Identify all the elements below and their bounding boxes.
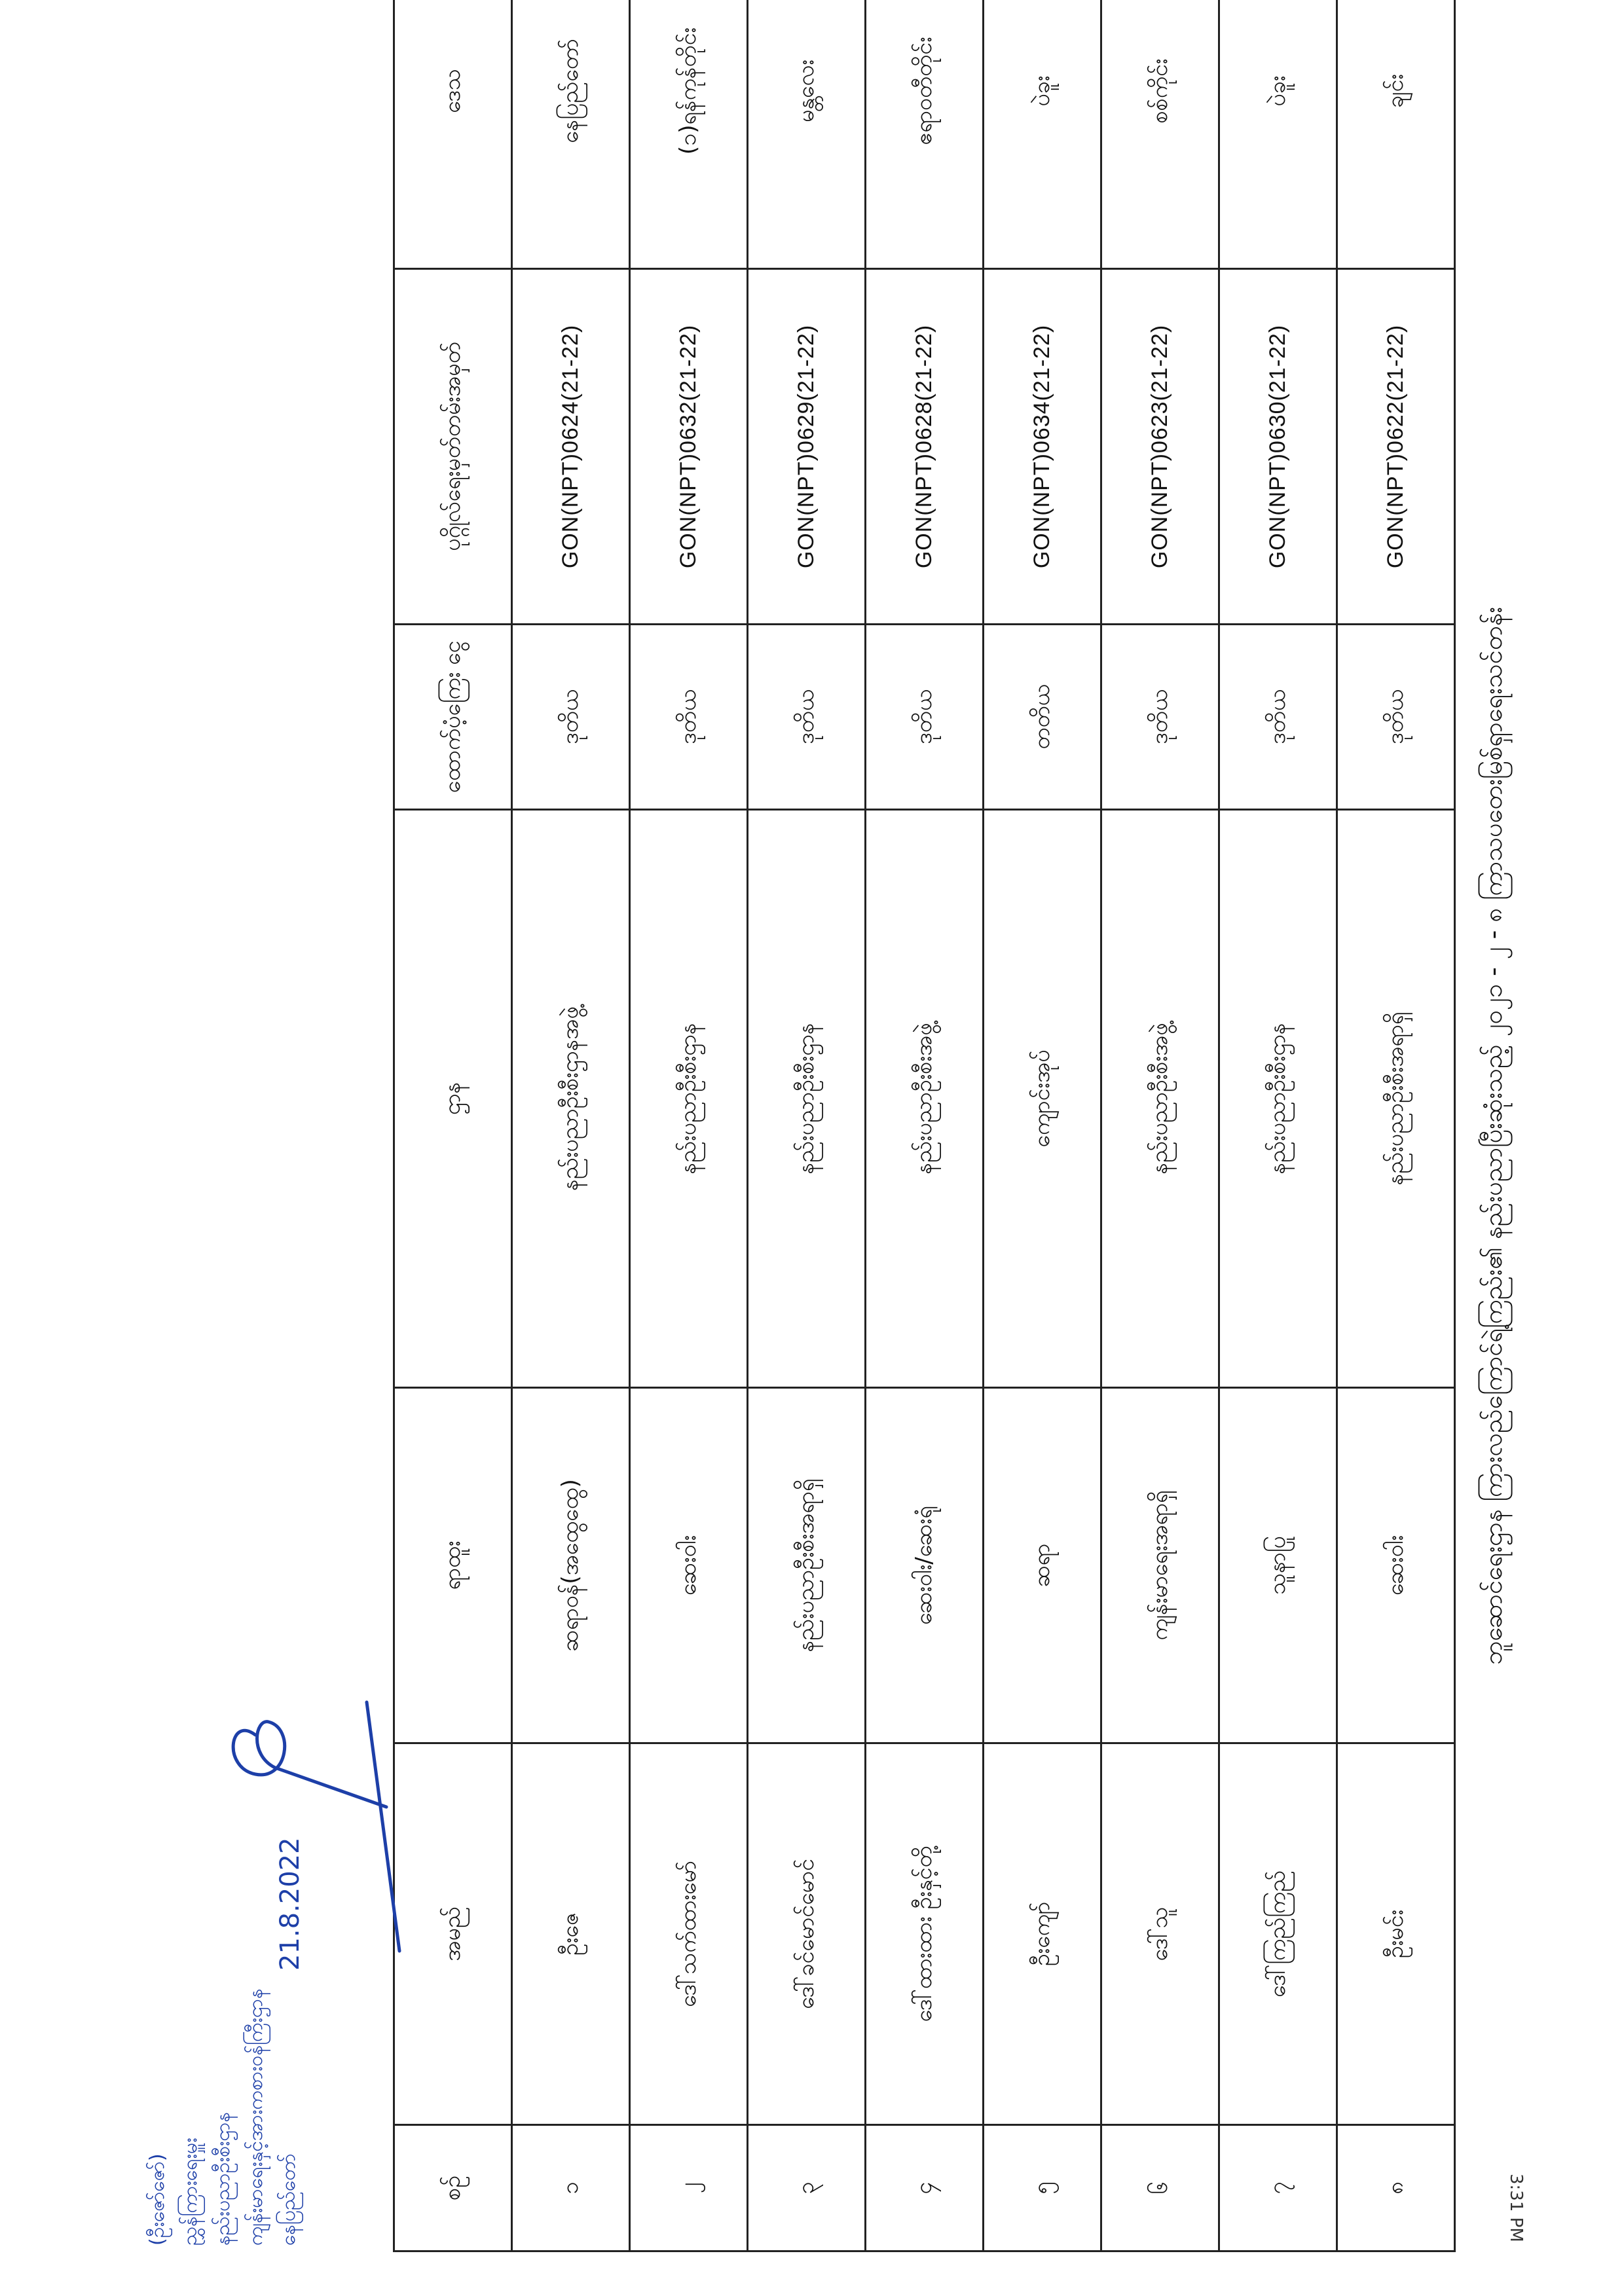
cell-name: ဒေါ်သူ (1101, 1743, 1219, 2125)
cell-position: ဆေးဝါး/ဆေးရုံ (866, 1388, 984, 1743)
cell-name: ဒေါ်ကြည်ကြည် (1219, 1743, 1337, 2125)
cell-type: ဒုတိယ (1219, 625, 1337, 810)
cell-no: ၂ (630, 2125, 748, 2251)
cell-department: နည်းပညာဦးစီးဌာန (630, 810, 748, 1388)
rotated-content (393, 20, 1572, 2252)
stamp-line-ministry: ကျန်းမာရေးနှင့်အားကစားဝန်ကြီးဌာန (244, 1988, 267, 2246)
cell-department: ကျောင်းအုပ် (984, 810, 1101, 1388)
cell-id: GON(NPT)0624(21-22) (512, 269, 630, 625)
cell-type: ဒုတိယ (630, 625, 748, 810)
header-no: စဉ် (394, 2125, 512, 2251)
stamp-line-city: နေပြည်တော် (277, 2153, 300, 2246)
table-row (748, 0, 866, 2251)
cell-id: GON(NPT)0632(21-22) (630, 269, 748, 625)
header-id: ပုဂ္ဂိုလ်ရေးမှတ်တမ်းအမှတ် (394, 269, 512, 625)
cell-district: ပဲခူး (1219, 0, 1337, 269)
cell-department: နည်းပညာဦးစီးအရာရှိ (1337, 810, 1455, 1388)
cell-id: GON(NPT)0622(21-22) (1337, 269, 1455, 625)
cell-type: ဒုတိယ (748, 625, 866, 810)
cell-position: ဆရာ (984, 1388, 1101, 1743)
cell-department: နည်းပညာဦးစီးဌာန (748, 810, 866, 1388)
cell-department: နည်းပညာဦးစီးအဖွဲ့ (866, 810, 984, 1388)
cell-no: ၄ (866, 2125, 984, 2251)
cell-name: ဒေါ်ခင်မောင်မောင် (748, 1743, 866, 2125)
stamp-line-dept: နည်းပညာဦးစီးဌာန (212, 2112, 234, 2246)
handwritten-signature (216, 1676, 439, 2043)
cell-id: GON(NPT)0634(21-22) (984, 269, 1101, 625)
cell-name: ဒေါ်သက်ထားမော် (630, 1743, 748, 2125)
cell-name: ဦးမင်း (1337, 1743, 1455, 2125)
cell-id: GON(NPT)0629(21-22) (748, 269, 866, 625)
cell-type: ဒုတိယ (1101, 625, 1219, 810)
table-row (512, 0, 630, 2251)
header-position: ရာထူး (394, 1388, 512, 1743)
cell-department: နည်းပညာဦးစီးဌာန (1219, 810, 1337, 1388)
table-row (984, 0, 1101, 2251)
personnel-table (393, 0, 1456, 2252)
stamp-line-title: ညွှန်ကြားရေးမှူး (179, 2138, 202, 2246)
cell-type: တတိယ (984, 625, 1101, 810)
cell-district: နေပြည်တော် (512, 0, 630, 269)
cell-type: ဒုတိယ (866, 625, 984, 810)
cell-position: ဆေးဝါး (1337, 1388, 1455, 1743)
cell-department: နည်းပညာဦးစီးဌာနအဖွဲ့ (512, 810, 630, 1388)
stamp-line-name: (ဦးဇော်ဇော်) (146, 2153, 169, 2246)
cell-no: ၈ (1337, 2125, 1455, 2251)
cell-no: ၆ (1101, 2125, 1219, 2251)
signature-date: 21.8.2022 (275, 1837, 305, 1971)
cell-id: GON(NPT)0623(21-22) (1101, 269, 1219, 625)
cell-no: ၁ (512, 2125, 630, 2251)
table-row (866, 0, 984, 2251)
cell-position: သူနာပြု (1219, 1388, 1337, 1743)
header-district: ဒေသ (394, 0, 512, 269)
cell-no: ၇ (1219, 2125, 1337, 2251)
scan-time: 3:31 PM (1506, 2174, 1526, 2242)
cell-type: ဒုတိယ (512, 625, 630, 810)
table-row (1337, 0, 1455, 2251)
cell-no: ၃ (748, 2125, 866, 2251)
cell-district: (၁)ရန်ကုန်တိုင်း (630, 0, 748, 269)
cell-district: ချင်း (1337, 0, 1455, 269)
cell-department: နည်းပညာဦးစီးအဖွဲ့ (1101, 810, 1219, 1388)
header-name: အမည် (394, 1743, 512, 2125)
header-department: ဌာန (394, 810, 512, 1388)
cell-district: ပဲခူး (984, 0, 1101, 269)
cell-district: မန္တလေး (748, 0, 866, 269)
cell-district: ဧရာဝတီတိုင်း (866, 0, 984, 269)
cell-no: ၅ (984, 2125, 1101, 2251)
cell-id: GON(NPT)0628(21-22) (866, 269, 984, 625)
cell-name: ဦးဇေ (512, 1743, 630, 2125)
cell-position: ဆရာဝန်(အထွေထွေ) (512, 1388, 630, 1743)
cell-position: ဆေးဝါး (630, 1388, 748, 1743)
cell-name: ဒေါ်ထားထား ဦးနှင့်တို့ (866, 1743, 984, 2125)
table-row (1101, 0, 1219, 2251)
table-row (1219, 0, 1337, 2251)
header-type: ထောက်ပံ့ကြေး ငွေ (394, 625, 512, 810)
cell-position: နည်းပညာဦးစီးအရာရှိ (748, 1388, 866, 1743)
cell-position: ကျန်းမာရေးအရာရှိ (1101, 1388, 1219, 1743)
document-title: ဘူဆောင်ရေးဌာန ကြားလည်ကြောင်ရဲ့ကြည်း၏ နည်းပညာပြီးဆုံးသည့် ၂၀၂၁ - ၂ - ၈ ကြာသပတေးမြစ်ရှာရေးသင်တန်း (1479, 606, 1507, 1666)
table-row (630, 0, 748, 2251)
cell-district: စစ်ကိုင်း (1101, 0, 1219, 269)
cell-id: GON(NPT)0630(21-22) (1219, 269, 1337, 625)
cell-name: ဦးကျော် (984, 1743, 1101, 2125)
cell-type: ဒုတိယ (1337, 625, 1455, 810)
